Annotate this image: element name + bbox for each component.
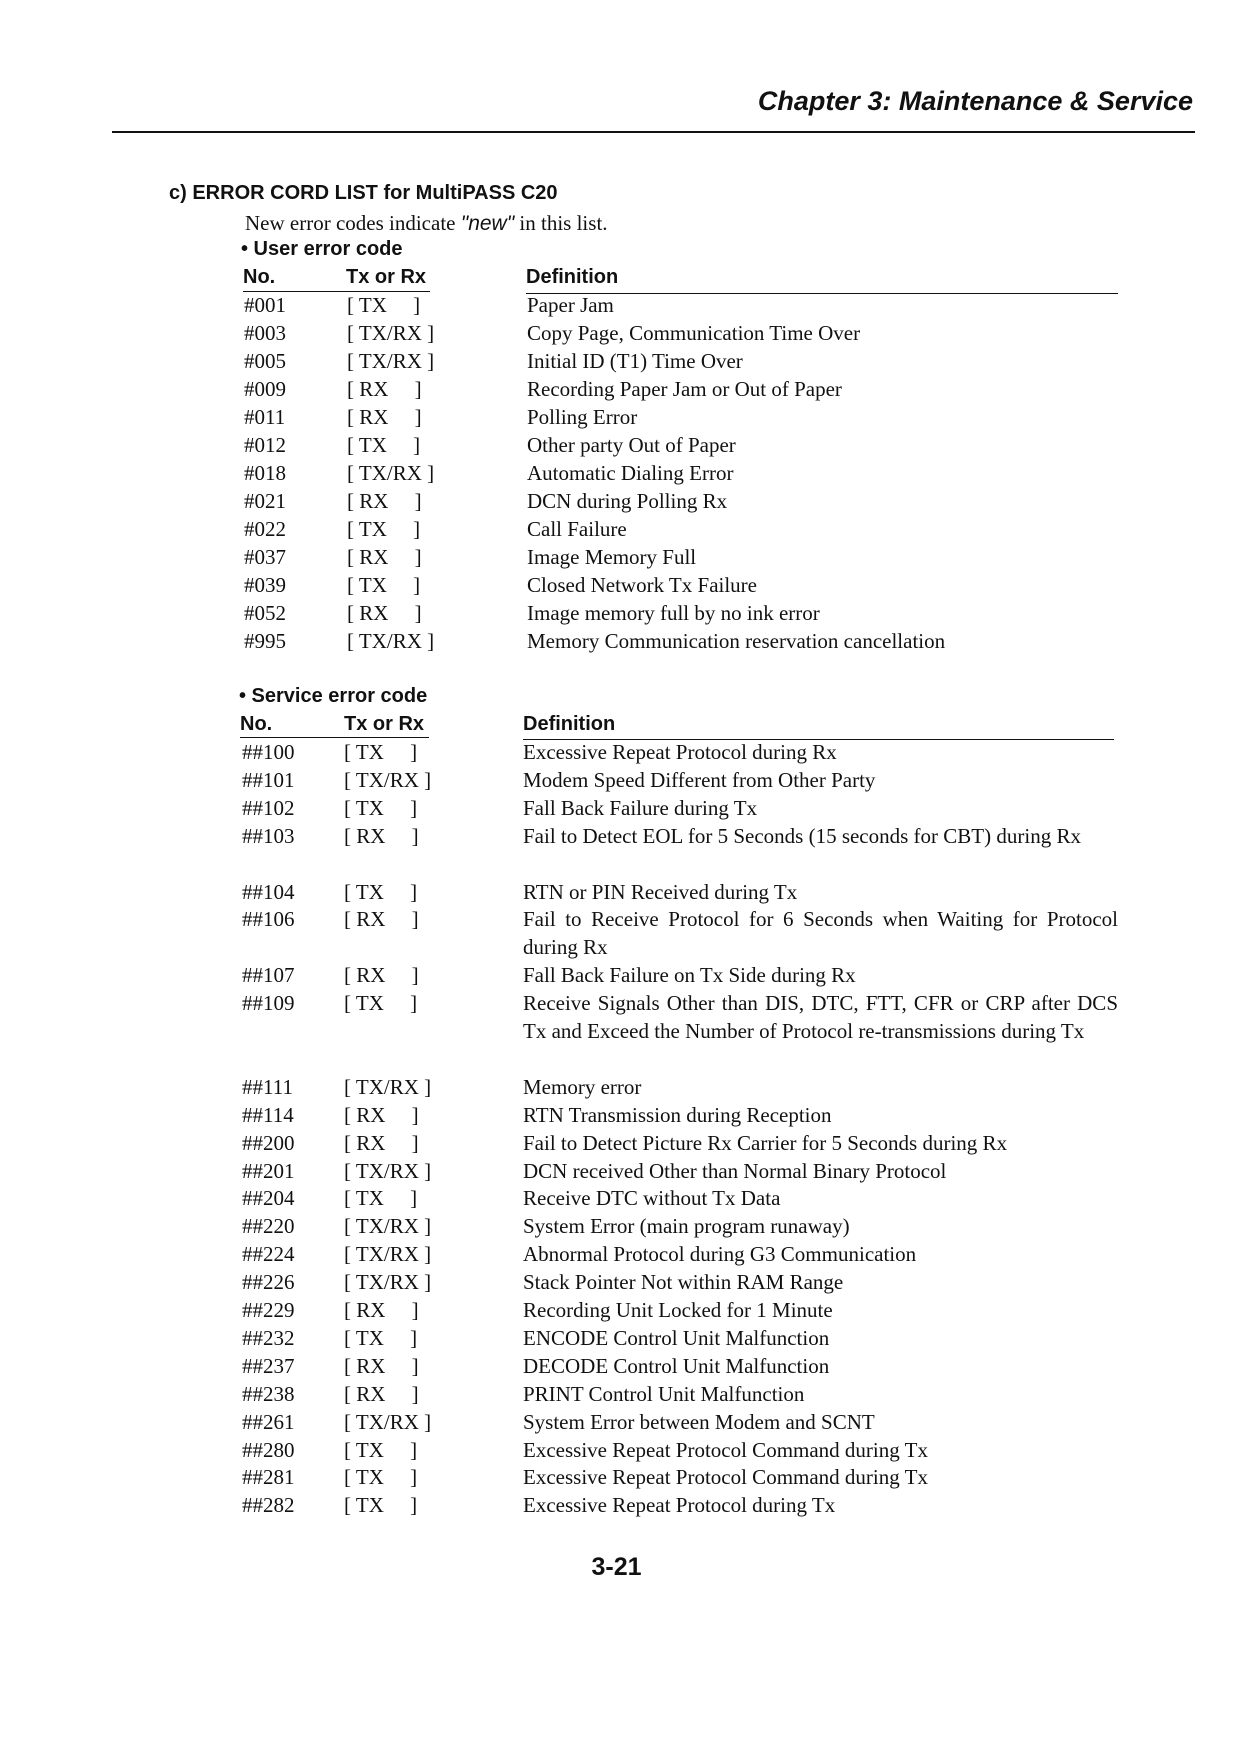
tx-or-rx: [ RX ]: [344, 1102, 419, 1127]
service-col-tx: Tx or Rx: [344, 713, 425, 735]
error-code: ##106: [242, 907, 295, 932]
tx-or-rx: [ TX/RX ]: [344, 1270, 432, 1295]
definition: System Error between Modem and SCNT: [523, 1409, 875, 1434]
error-code: ##200: [242, 1130, 295, 1155]
tx-or-rx: [ TX ]: [347, 517, 421, 541]
definition: Other party Out of Paper: [527, 433, 736, 457]
tx-or-rx: [ RX ]: [344, 1381, 419, 1406]
error-code: ##238: [242, 1381, 295, 1406]
definition: Recording Unit Locked for 1 Minute: [523, 1298, 833, 1322]
service-col-no: No.: [240, 713, 273, 735]
definition: Recording Paper Jam or Out of Paper: [527, 377, 842, 401]
tx-or-rx: [ TX ]: [344, 1437, 418, 1462]
tx-or-rx: [ TX ]: [344, 879, 418, 904]
page-number: 3-21: [591, 1553, 642, 1581]
error-code: #009: [244, 377, 286, 401]
tx-or-rx: [ TX ]: [347, 293, 421, 317]
definition: DCN during Polling Rx: [527, 489, 728, 513]
definition: Fail to Detect Picture Rx Carrier for 5 Seconds during Rx: [523, 1130, 1008, 1155]
header-rule: [112, 131, 1195, 133]
service-col-def: Definition: [523, 713, 616, 735]
tx-or-rx: [ RX ]: [344, 1298, 419, 1322]
error-code: #052: [244, 601, 286, 625]
user-col-def: Definition: [526, 266, 619, 288]
tx-or-rx: [ TX/RX ]: [347, 349, 435, 373]
tx-or-rx: [ RX ]: [344, 1130, 419, 1155]
tx-or-rx: [ TX/RX ]: [344, 1214, 432, 1239]
error-code: ##261: [242, 1409, 295, 1434]
error-code: #039: [244, 573, 286, 597]
definition: DCN received Other than Normal Binary Protocol: [523, 1158, 947, 1183]
tx-or-rx: [ TX ]: [344, 795, 418, 820]
error-code: #001: [244, 293, 286, 317]
error-code: ##201: [242, 1158, 295, 1183]
error-code: ##101: [242, 767, 295, 792]
error-code: #022: [244, 517, 286, 541]
section-heading: c) ERROR CORD LIST for MultiPASS C20: [169, 182, 558, 204]
error-code: #005: [244, 349, 286, 373]
tx-or-rx: [ TX/RX ]: [344, 767, 432, 792]
definition: Receive DTC without Tx Data: [523, 1186, 781, 1211]
tx-or-rx: [ RX ]: [347, 405, 422, 429]
user-col-no: No.: [243, 266, 276, 288]
user-col-tx: Tx or Rx: [346, 266, 427, 288]
tx-or-rx: [ TX ]: [344, 1325, 418, 1350]
intro-before: New error codes indicate: [245, 211, 461, 235]
tx-or-rx: [ TX ]: [344, 1493, 418, 1518]
definition: DECODE Control Unit Malfunction: [523, 1353, 830, 1378]
definition: Abnormal Protocol during G3 Communication: [523, 1242, 917, 1267]
error-code: ##109: [242, 991, 295, 1016]
definition: System Error (main program runaway): [523, 1214, 850, 1239]
definition: Receive Signals Other than DIS, DTC, FTT, CFR or CRP after DCS Tx and Exceed the Number of Protocol re-transmissions during Tx: [523, 991, 1118, 1044]
definition: RTN Transmission during Reception: [523, 1102, 832, 1127]
definition: Automatic Dialing Error: [527, 461, 734, 485]
error-code: ##282: [242, 1493, 295, 1518]
tx-or-rx: [ TX ]: [344, 740, 418, 764]
definition: ENCODE Control Unit Malfunction: [523, 1325, 830, 1350]
definition: Call Failure: [527, 517, 627, 541]
definition: Initial ID (T1) Time Over: [527, 349, 743, 373]
tx-or-rx: [ TX/RX ]: [344, 1074, 432, 1099]
error-code: #011: [244, 405, 286, 429]
definition: Closed Network Tx Failure: [527, 573, 757, 597]
error-code: #995: [244, 629, 286, 653]
intro-after: in this list.: [514, 211, 608, 235]
error-code: ##280: [242, 1437, 295, 1462]
tx-or-rx: [ TX/RX ]: [344, 1409, 432, 1434]
error-code: ##229: [242, 1298, 295, 1322]
definition: Modem Speed Different from Other Party: [523, 767, 876, 792]
definition: Copy Page, Communication Time Over: [527, 321, 861, 345]
error-code: ##102: [242, 795, 295, 820]
error-code: ##220: [242, 1214, 295, 1239]
tx-or-rx: [ TX ]: [347, 573, 421, 597]
tx-or-rx: [ TX ]: [344, 991, 418, 1016]
error-code: ##224: [242, 1242, 295, 1267]
tx-or-rx: [ RX ]: [344, 963, 419, 988]
definition: Fall Back Failure during Tx: [523, 795, 758, 820]
tx-or-rx: [ TX/RX ]: [344, 1158, 432, 1183]
error-code: ##281: [242, 1465, 295, 1490]
error-code: #037: [244, 545, 286, 569]
tx-or-rx: [ RX ]: [347, 489, 422, 513]
definition: Excessive Repeat Protocol Command during Tx: [523, 1465, 928, 1490]
error-code: #012: [244, 433, 286, 457]
definition: Memory error: [523, 1074, 642, 1099]
error-code: #018: [244, 461, 286, 485]
definition: Image Memory Full: [527, 545, 697, 569]
error-code: #003: [244, 321, 286, 345]
definition: Memory Communication reservation cancellation: [527, 629, 946, 653]
tx-or-rx: [ TX ]: [347, 433, 421, 457]
definition: Stack Pointer Not within RAM Range: [523, 1270, 844, 1295]
tx-or-rx: [ RX ]: [347, 601, 422, 625]
intro-new: "new": [460, 212, 515, 235]
error-code: ##114: [242, 1102, 294, 1127]
definition: Excessive Repeat Protocol during Tx: [523, 1493, 836, 1518]
tx-or-rx: [ TX/RX ]: [347, 461, 435, 485]
service-error-title: • Service error code: [239, 685, 428, 707]
error-code: ##237: [242, 1353, 295, 1378]
error-code: ##232: [242, 1325, 295, 1350]
definition: Excessive Repeat Protocol during Rx: [523, 740, 837, 764]
user-error-title: • User error code: [241, 238, 403, 260]
tx-or-rx: [ RX ]: [344, 823, 419, 848]
definition: Polling Error: [527, 405, 638, 429]
tx-or-rx: [ TX/RX ]: [344, 1242, 432, 1267]
definition: Image memory full by no ink error: [527, 601, 820, 625]
definition: RTN or PIN Received during Tx: [523, 879, 798, 904]
definition: Excessive Repeat Protocol Command during Tx: [523, 1437, 928, 1462]
error-code: ##104: [242, 879, 295, 904]
tx-or-rx: [ RX ]: [344, 1353, 419, 1378]
chapter-title: Chapter 3: Maintenance & Service: [757, 86, 1193, 116]
tx-or-rx: [ TX ]: [344, 1186, 418, 1211]
error-code: ##100: [242, 740, 295, 764]
definition: Fail to Detect EOL for 5 Seconds (15 seconds for CBT) during Rx: [523, 823, 1081, 848]
error-code: ##226: [242, 1270, 295, 1295]
tx-or-rx: [ TX ]: [344, 1465, 418, 1490]
error-code: ##107: [242, 963, 295, 988]
tx-or-rx: [ RX ]: [347, 377, 422, 401]
error-code: ##204: [242, 1186, 295, 1211]
tx-or-rx: [ TX/RX ]: [347, 321, 435, 345]
definition: Fall Back Failure on Tx Side during Rx: [523, 963, 856, 988]
definition: Fail to Receive Protocol for 6 Seconds when Waiting for Protocol during Rx: [523, 907, 1118, 960]
error-code: ##103: [242, 823, 295, 848]
error-code: ##111: [242, 1074, 293, 1099]
error-code: #021: [244, 489, 286, 513]
tx-or-rx: [ TX/RX ]: [347, 629, 435, 653]
tx-or-rx: [ RX ]: [344, 907, 419, 932]
definition: PRINT Control Unit Malfunction: [523, 1381, 805, 1406]
definition: Paper Jam: [527, 293, 614, 317]
intro-text: [245, 211, 608, 236]
tx-or-rx: [ RX ]: [347, 545, 422, 569]
